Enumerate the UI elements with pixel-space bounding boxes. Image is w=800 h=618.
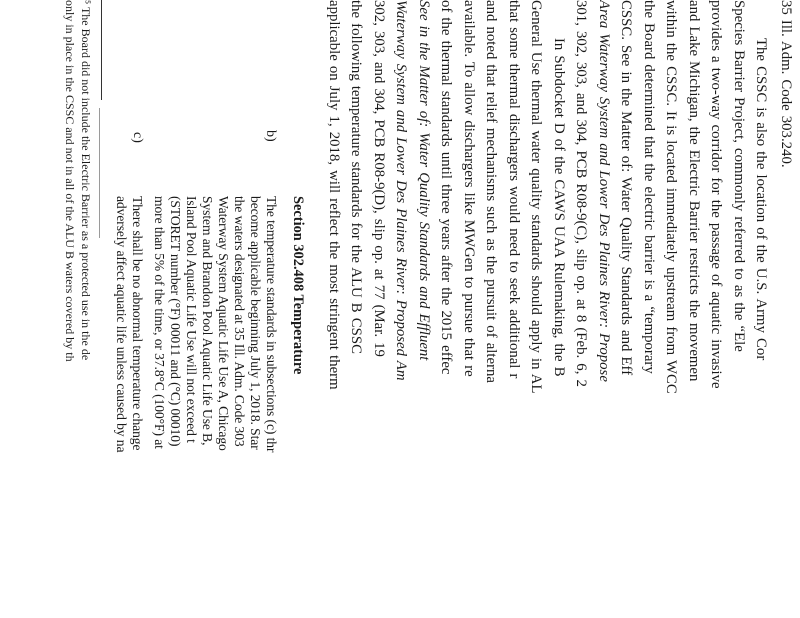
- item-c-label: c): [130, 132, 145, 143]
- paragraph-2-line-1: In Subdocket D of the CAWS UAA Rulemaking, the B: [551, 38, 567, 377]
- item-c-line-2: adversely affect aquatic life unless caused by na: [114, 196, 129, 453]
- code-citation: 35 Ill. Adm. Code 303.240.: [778, 0, 794, 168]
- section-heading: Section 302.408 Temperature: [290, 196, 306, 375]
- paragraph-2-line-3: that some thermal dischargers would need to seek additional r: [506, 0, 522, 379]
- item-b-line-7: (STORET number (°F) 00011 and (°C) 00010): [168, 196, 183, 447]
- item-b-line-3: the waters designated at 35 Ill. Adm. Code 303: [232, 196, 247, 447]
- item-b-line-2: become applicable beginning July 1, 2018. Star: [248, 196, 263, 450]
- item-b-line-6: Island Pool Aquatic Life Use will not exceed t: [184, 196, 199, 443]
- paragraph-1-line-9: 301, 302, 303, and 304, PCB R08-9(C), slip op. at 8 (Feb. 6, 2: [573, 0, 589, 387]
- paragraph-2-line-9: 302, 303, and 304, PCB R08-9(D), slip op. at 77 (Mar. 19: [371, 0, 387, 357]
- paragraph-2-line-8: Waterway System and Lower Des Plaines River: Proposed Am: [393, 0, 409, 381]
- footnote-line-2: only in place in the CSSC and not in all of the ALU B waters covered by th: [63, 0, 77, 362]
- item-b-label: b): [263, 130, 278, 142]
- paragraph-2-line-7: See in the Matter of: Water Quality Standards and Effluent: [416, 0, 432, 361]
- paragraph-2-line-11: applicable on July 1, 2018, will reflect the most stringent therm: [326, 0, 342, 390]
- paragraph-1-line-1: The CSSC is also the location of the U.S. Army Cor: [753, 38, 769, 361]
- paragraph-2-line-2: General Use thermal water quality standards should apply in AL: [528, 0, 544, 394]
- item-b-line-4: Waterway System Aquatic Life Use A, Chicago: [216, 196, 231, 451]
- paragraph-2-line-5: available. To allow dischargers like MWGen to pursue that re: [461, 0, 477, 377]
- item-b-line-8: more than 5% of the time, or 37.8°C (100°F) at: [152, 196, 167, 449]
- paragraph-1-line-8: Area Waterway System and Lower Des Plaines River: Propose: [596, 0, 612, 382]
- paragraph-2-line-4: and noted that relief mechanisms such as the pursuit of alterna: [483, 0, 499, 383]
- paragraph-2-line-6: of the thermal standards until three years after the 2015 effec: [438, 0, 454, 375]
- paragraph-1-line-7: CSSC. See in the Matter of: Water Quality Standards and Eff: [618, 0, 634, 376]
- paragraph-1-line-5: within the CSSC. It is located immediately upstream from WCC: [663, 0, 679, 394]
- footnote-separator-faint: [99, 108, 100, 238]
- paragraph-1-line-3: provides a two-way corridor for the passage of aquatic invasive: [708, 0, 724, 389]
- item-b-line-1: The temperature standards in subsections (c) thr: [264, 196, 279, 453]
- item-b-line-5: System and Brandon Pool Aquatic Life Use B,: [200, 196, 215, 446]
- item-c-line-1: There shall be no abnormal temperature change: [130, 196, 145, 451]
- footnote-line-1: ⁵ The Board did not include the Electric Barrier as a protected use in the de: [79, 0, 93, 361]
- paragraph-2-line-10: the following temperature standards for the ALU B CSSC: [348, 0, 364, 354]
- paragraph-1-line-6: the Board determined that the electric barrier is a “temporary: [641, 0, 657, 374]
- paragraph-1-line-4: and Lake Michigan, the Electric Barrier restricts the movemen: [686, 0, 702, 382]
- footnote-separator: [101, 0, 102, 100]
- paragraph-1-line-2: Species Barrier Project, commonly referred to as the “Ele: [731, 0, 747, 352]
